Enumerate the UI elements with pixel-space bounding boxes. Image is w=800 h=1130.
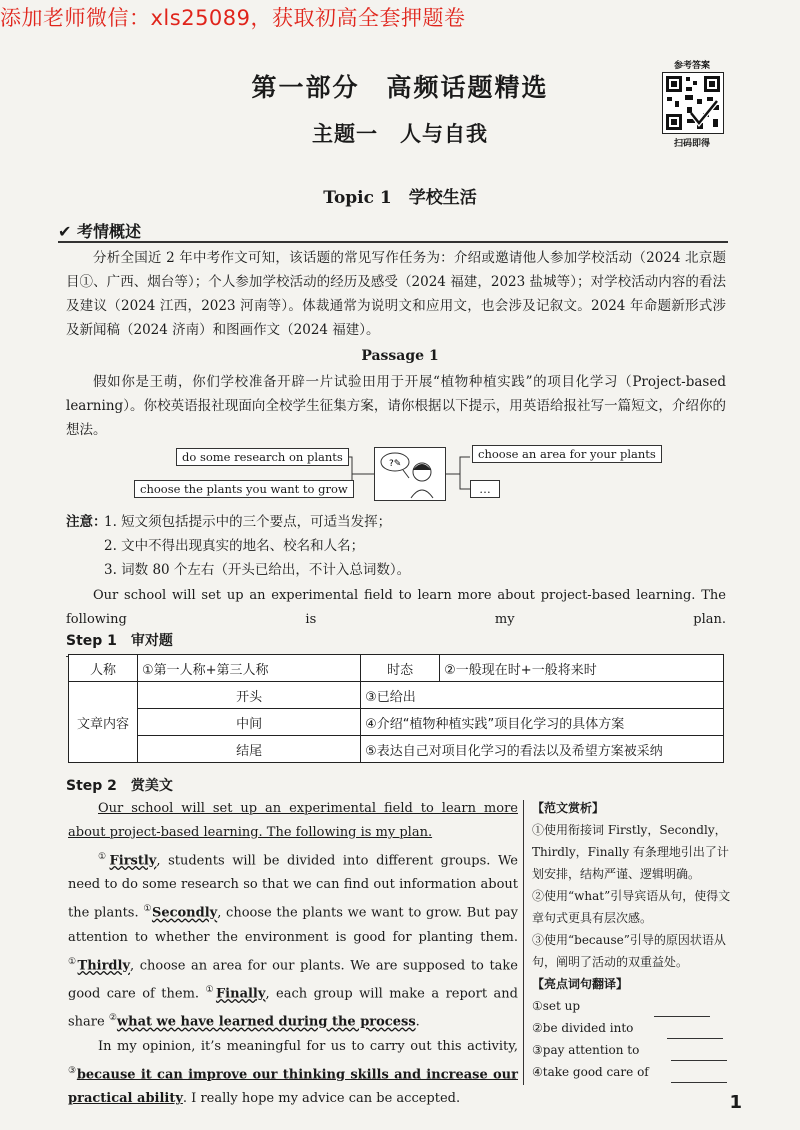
row-part-start: 开头: [138, 682, 361, 709]
notes-label: 注意：: [66, 514, 107, 530]
phrase-item: [532, 995, 732, 1017]
student-illustration: [374, 447, 446, 501]
note-2: 2. 文中不得出现真实的地名、校名和人名；: [104, 538, 365, 554]
check-icon: ✔: [58, 222, 72, 241]
overview-heading: [58, 219, 141, 242]
essay-text-1: , students will be divided into different groups. We need to do some research so that we can find out information about the plants.: [68, 853, 518, 921]
row-value-middle: ④介绍“植物种植实践”项目化学习的具体方案: [361, 709, 724, 736]
phrase-item: [532, 1061, 732, 1083]
sidebar-note-2: ②使用“what”引导宾语从句，使得文章句式更具有层次感。: [532, 889, 731, 925]
row-value-end: ⑤表达自己对项目化学习的看法以及希望方案被采纳: [361, 736, 724, 763]
passage-prompt: 假如你是王萌，你们学校准备开辟一片试验田用于开展“植物种植实践”的项目化学习（Project-based learning）。你校英语报社现面向全校学生征集方案，请你根据以下提示，用英语给报社写一篇短文，介绍你的想法。: [66, 374, 726, 438]
mark-5: ②: [108, 1013, 117, 1024]
highlight-because-clause: because it can improve our thinking skills and increase our practical ability: [68, 1066, 518, 1106]
essay-starter-text: Our school will set up an experimental field to learn more about project-based learning. The following is my plan.: [66, 588, 726, 627]
page-number: 1: [729, 1092, 742, 1113]
essay-para3-a: In my opinion, it’s meaningful for us to carry out this activity,: [98, 1038, 518, 1054]
sidebar-note-1: ①使用衔接词 Firstly，Secondly，Thirdly，Finally 有条理地引出了计划安排，结构严谨、逻辑明确。: [532, 823, 729, 881]
phrase-text: ①set up: [532, 999, 581, 1013]
highlight-secondly: Secondly: [151, 905, 218, 921]
mark-4: ①: [205, 984, 216, 995]
mark-3: ①: [68, 956, 78, 967]
essay-text-5: .: [415, 1014, 420, 1030]
step2-label: Step 2 赏美文: [66, 778, 173, 794]
qr-bottom-label: 扫码即得: [673, 139, 710, 149]
essay-para1: Our school will set up an experimental field to learn more about project-based learning. The following is my plan.: [68, 801, 518, 840]
svg-text:?✎: ?✎: [389, 459, 402, 469]
mindmap-research-box: do some research on plants: [176, 448, 349, 466]
row-part-end: 结尾: [138, 736, 361, 763]
theme-title: 主题一 人与自我: [312, 122, 488, 146]
part-title: 第一部分 高频话题精选: [251, 73, 549, 102]
row-part-middle: 中间: [138, 709, 361, 736]
content-label: 文章内容: [69, 682, 138, 763]
mark-1: ①: [98, 852, 110, 862]
overview-text: 分析全国近 2 年中考作文可知，该话题的常见写作任务为：介绍或邀请他人参加学校活动（2024 北京题目①、广西、烟台等）；个人参加学校活动的经历及感受（2024 福建，2023 盐城等）；对学校活动内容的看法及建议（2024 江西，2023 河南等）。体裁通常为说明文和应用文，也会涉及记叙文。2024 年命题新形式涉及新闻稿（2024 济南）和图画作文（2024 福建）。: [66, 250, 726, 338]
tense-value: ②一般现在时+一般将来时: [440, 655, 724, 682]
essay-text-4: , each group will make a report and share: [68, 986, 518, 1030]
section-divider: [58, 241, 728, 243]
phrase-text: ②be divided into: [532, 1021, 634, 1035]
highlight-finally: Finally: [215, 986, 266, 1002]
answer-blank[interactable]: [671, 1082, 727, 1083]
qr-top-label: 参考答案: [673, 61, 710, 71]
note-1: 1. 短文须包括提示中的三个要点，可适当发挥；: [104, 514, 392, 530]
highlight-what-clause: what we have learned during the process: [116, 1014, 416, 1030]
person-value: ①第一人称+第三人称: [138, 655, 361, 682]
mindmap-choose-plants-box: choose the plants you want to grow: [134, 480, 354, 498]
sidebar-heading-analysis: 【范文赏析】: [532, 801, 605, 815]
highlight-thirdly: Thirdly: [77, 957, 131, 973]
essay-para3-b: . I really hope my advice can be accepted.: [182, 1090, 461, 1106]
mark-2: ①: [143, 904, 152, 915]
highlight-firstly: Firstly: [109, 853, 157, 869]
topic-title: Topic 1 学校生活: [323, 188, 477, 208]
person-label: 人称: [69, 655, 138, 682]
analysis-sidebar: [532, 797, 732, 1083]
phrase-item: [532, 1039, 732, 1061]
sidebar-note-3: ③使用“because”引导的原因状语从句，阐明了活动的双重益处。: [532, 933, 726, 969]
note-3: 3. 词数 80 个左右（开头已给出，不计入总词数）。: [104, 562, 411, 578]
mindmap-more-box: …: [470, 480, 500, 498]
essay-text-3: , choose an area for our plants. We are supposed to take good care of them.: [68, 957, 518, 1002]
sidebar-heading-translation: 【亮点词句翻译】: [532, 977, 629, 991]
phrase-item: [532, 1017, 732, 1039]
qr-code-icon[interactable]: [662, 72, 724, 134]
step1-label: Step 1 审对题: [66, 633, 173, 649]
phrase-text: ③pay attention to: [532, 1043, 640, 1057]
essay-text-2: , choose the plants we want to grow. But pay attention to whether the environment is good for planting them.: [68, 905, 518, 945]
passage-title: Passage 1: [361, 348, 439, 364]
analysis-table: [68, 654, 724, 763]
overview-heading-label: 考情概述: [76, 222, 141, 241]
row-value-start: ③已给出: [361, 682, 724, 709]
mindmap-area-box: choose an area for your plants: [472, 445, 662, 463]
contact-banner: 添加老师微信：xls25089，获取初高全套押题卷: [0, 6, 466, 30]
model-essay: [68, 797, 518, 1111]
mark-6: ③: [68, 1065, 77, 1076]
tense-label: 时态: [361, 655, 440, 682]
phrase-text: ④take good care of: [532, 1065, 649, 1079]
column-divider: [523, 800, 524, 1085]
